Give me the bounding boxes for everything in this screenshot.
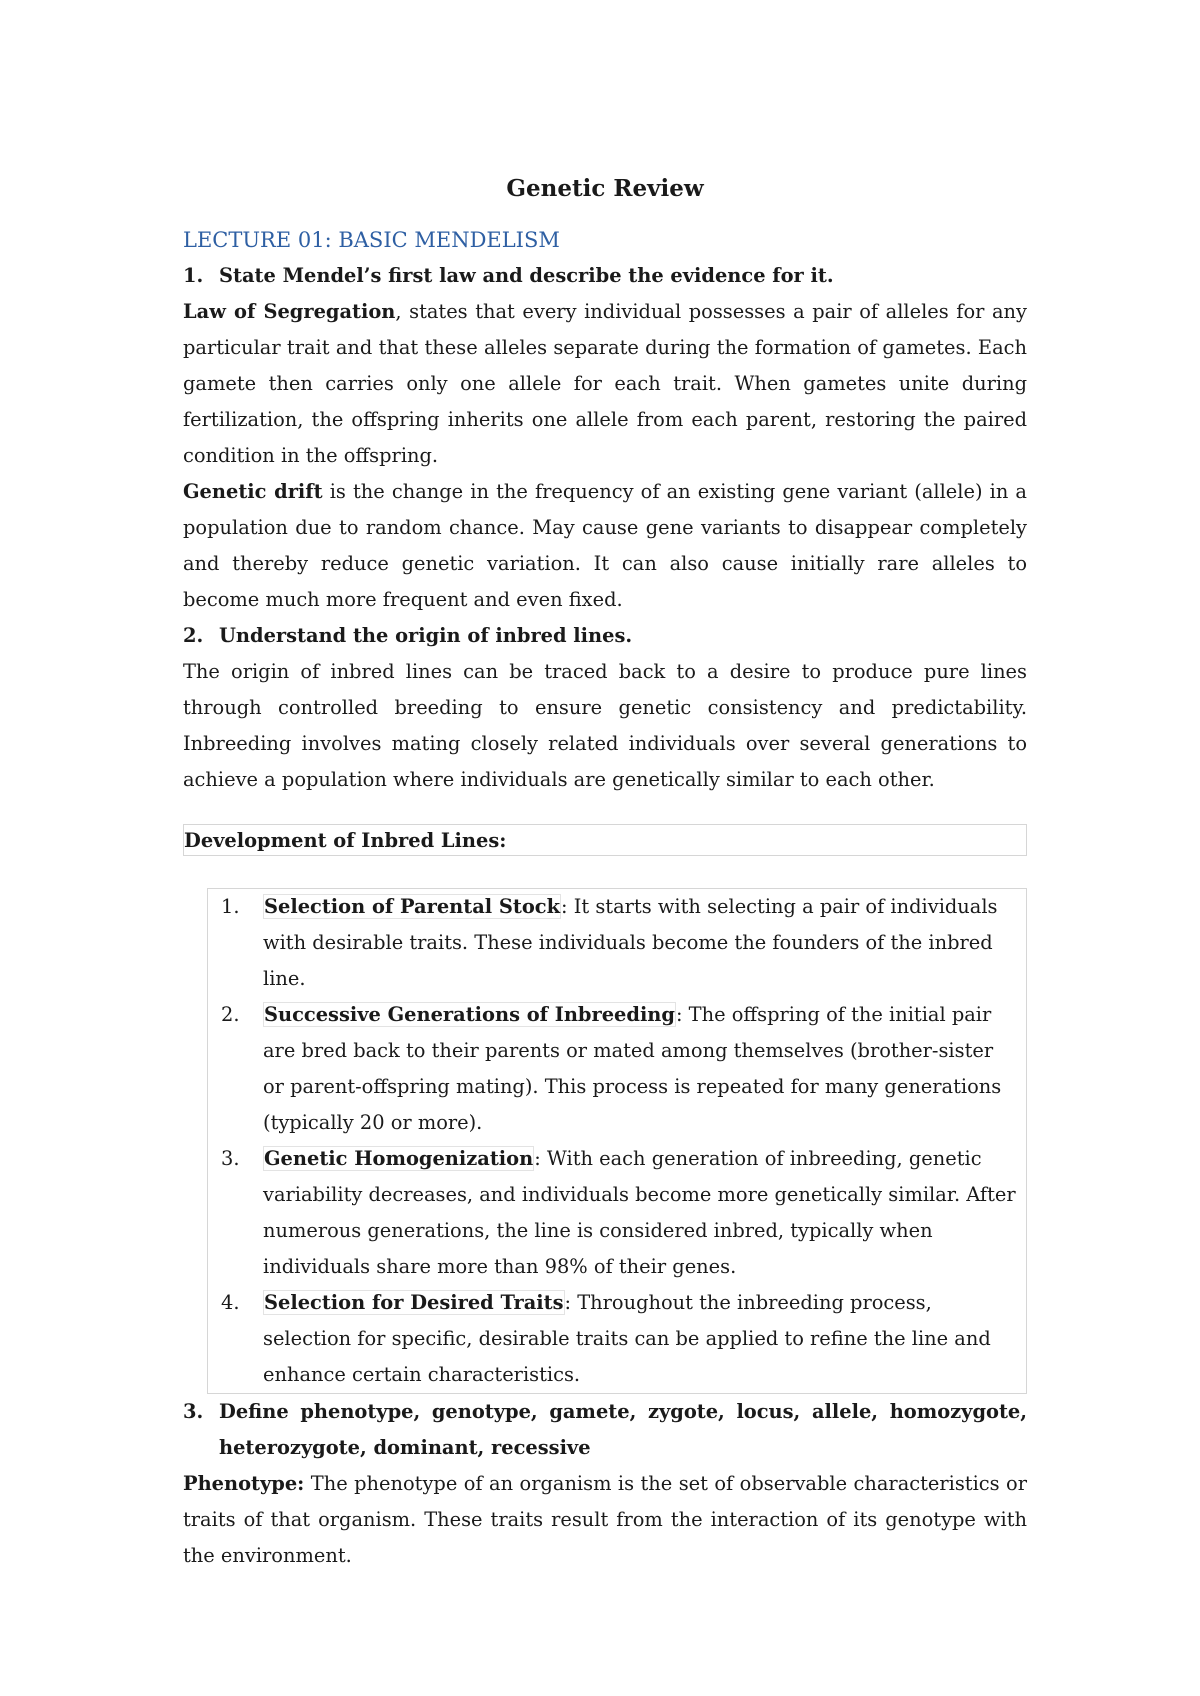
- genetic-drift-text: is the change in the frequency of an existing gene variant (allele) in a population due to random chance. May cause gene variants to disappear completely and thereby reduce genetic variation. It can also cause initially rare alleles to become much more frequent and even fixed.: [183, 480, 1027, 611]
- question-2: [183, 618, 1027, 654]
- question-3: [183, 1394, 1027, 1466]
- list-item-text: : The offspring of the initial pair are bred back to their parents or mated among themselves (brother-sister or parent-offspring mating). This process is repeated for many generations (typically 20 or more).: [263, 1003, 1002, 1134]
- question-1-number: 1.: [183, 264, 204, 287]
- list-item-text: : It starts with selecting a pair of individuals with desirable traits. These individuals become the founders of the inbred line.: [263, 895, 998, 990]
- inbred-origin-paragraph: The origin of inbred lines can be traced back to a desire to produce pure lines through controlled breeding to ensure genetic consistency and predictability. Inbreeding involves mating closely related individuals over several generations to achieve a population where individuals are genetically similar to each other.: [183, 660, 1027, 791]
- list-item-heading: Selection for Desired Traits: [264, 1291, 564, 1314]
- law-of-segregation-term: Law of Segregation: [183, 300, 396, 323]
- list-item: [221, 997, 1016, 1141]
- phenotype-paragraph: [183, 1466, 1027, 1574]
- inbred-steps-list: [207, 888, 1027, 1394]
- genetic-drift-paragraph: [183, 474, 1027, 618]
- question-2-number: 2.: [183, 624, 204, 647]
- question-3-number: 3.: [183, 1400, 204, 1423]
- list-item-text: : Throughout the inbreeding process, selection for specific, desirable traits can be applied to refine the line and enhance certain characteristics.: [263, 1291, 991, 1386]
- law-of-segregation-text: , states that every individual possesses a pair of alleles for any particular trait and that these alleles separate during the formation of gametes. Each gamete then carries only one allele for each trait. When gametes unite during fertilization, the offspring inherits one allele from each parent, restoring the paired condition in the offspring.: [183, 300, 1027, 467]
- list-item: [221, 1285, 1016, 1393]
- genetic-drift-term: Genetic drift: [183, 480, 323, 503]
- list-item-number: 1.: [221, 895, 240, 918]
- law-of-segregation-paragraph: [183, 294, 1027, 474]
- list-item-number: 2.: [221, 1003, 240, 1026]
- document-title: Genetic Review: [506, 175, 704, 202]
- list-item: [221, 1141, 1016, 1285]
- list-item-number: 3.: [221, 1147, 240, 1170]
- question-1-text: State Mendel’s first law and describe the evidence for it.: [219, 264, 834, 287]
- document-body: [183, 170, 1027, 1574]
- phenotype-text: The phenotype of an organism is the set of observable characteristics or traits of that organism. These traits result from the interaction of its genotype with the environment.: [183, 1472, 1027, 1567]
- question-3-text: Define phenotype, genotype, gamete, zygote, locus, allele, homozygote, heterozygote, dominant, recessive: [219, 1400, 1027, 1459]
- list-item: [221, 889, 1016, 997]
- development-heading: Development of Inbred Lines:: [183, 824, 1027, 856]
- list-item-heading: Selection of Parental Stock: [264, 895, 561, 918]
- list-item-heading: Successive Generations of Inbreeding: [264, 1003, 675, 1026]
- list-item-number: 4.: [221, 1291, 240, 1314]
- question-2-text: Understand the origin of inbred lines.: [219, 624, 633, 647]
- question-1: [183, 258, 1027, 294]
- lecture-heading: LECTURE 01: BASIC MENDELISM: [183, 228, 560, 252]
- list-item-heading: Genetic Homogenization: [264, 1147, 534, 1170]
- phenotype-term: Phenotype:: [183, 1472, 305, 1495]
- list-item-text: : With each generation of inbreeding, genetic variability decreases, and individuals become more genetically similar. After numerous generations, the line is considered inbred, typically when individuals share more than 98% of their genes.: [263, 1147, 1016, 1278]
